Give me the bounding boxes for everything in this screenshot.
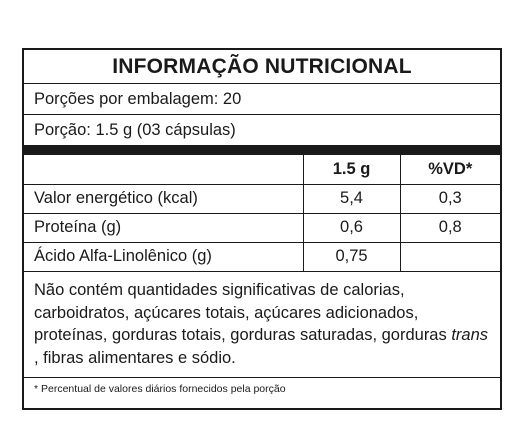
nutrient-dv: 0,8: [400, 213, 500, 242]
serving-size: Porção: 1.5 g (03 cápsulas): [34, 121, 236, 139]
table-header-row: [24, 155, 500, 184]
nutrient-amount: 5,4: [303, 184, 400, 213]
table-row: [24, 242, 500, 271]
header-nutrient-cell: [24, 155, 303, 184]
label-title: INFORMAÇÃO NUTRICIONAL: [24, 50, 500, 84]
note-text-end: , fibras alimentares e sódio.: [34, 348, 236, 367]
nutrient-name: Ácido Alfa-Linolênico (g): [24, 242, 303, 271]
insignificant-amounts-note: [24, 271, 500, 377]
nutrient-amount: 0,75: [303, 242, 400, 271]
table-row: [24, 184, 500, 213]
thick-divider: [24, 145, 500, 155]
nutrient-table: [24, 155, 500, 271]
header-amount-cell: 1.5 g: [303, 155, 400, 184]
header-dv-cell: %VD*: [400, 155, 500, 184]
nutrient-amount: 0,6: [303, 213, 400, 242]
nutrition-facts-label: [22, 48, 502, 410]
table-row: [24, 213, 500, 242]
servings-per-package: Porções por embalagem: 20: [24, 84, 500, 115]
note-text: Não contém quantidades significativas de calorias, carboidratos, açúcares totais, açúcares adicionados, proteínas, gorduras totais, gorduras saturadas, gorduras: [34, 281, 452, 344]
nutrient-dv: 0,3: [400, 184, 500, 213]
nutrient-dv: [400, 242, 500, 271]
footnote: * Percentual de valores diários fornecidos pela porção: [24, 377, 500, 400]
nutrient-name: Proteína (g): [24, 213, 303, 242]
nutrient-name: Valor energético (kcal): [24, 184, 303, 213]
note-italic-text: trans: [451, 326, 489, 344]
